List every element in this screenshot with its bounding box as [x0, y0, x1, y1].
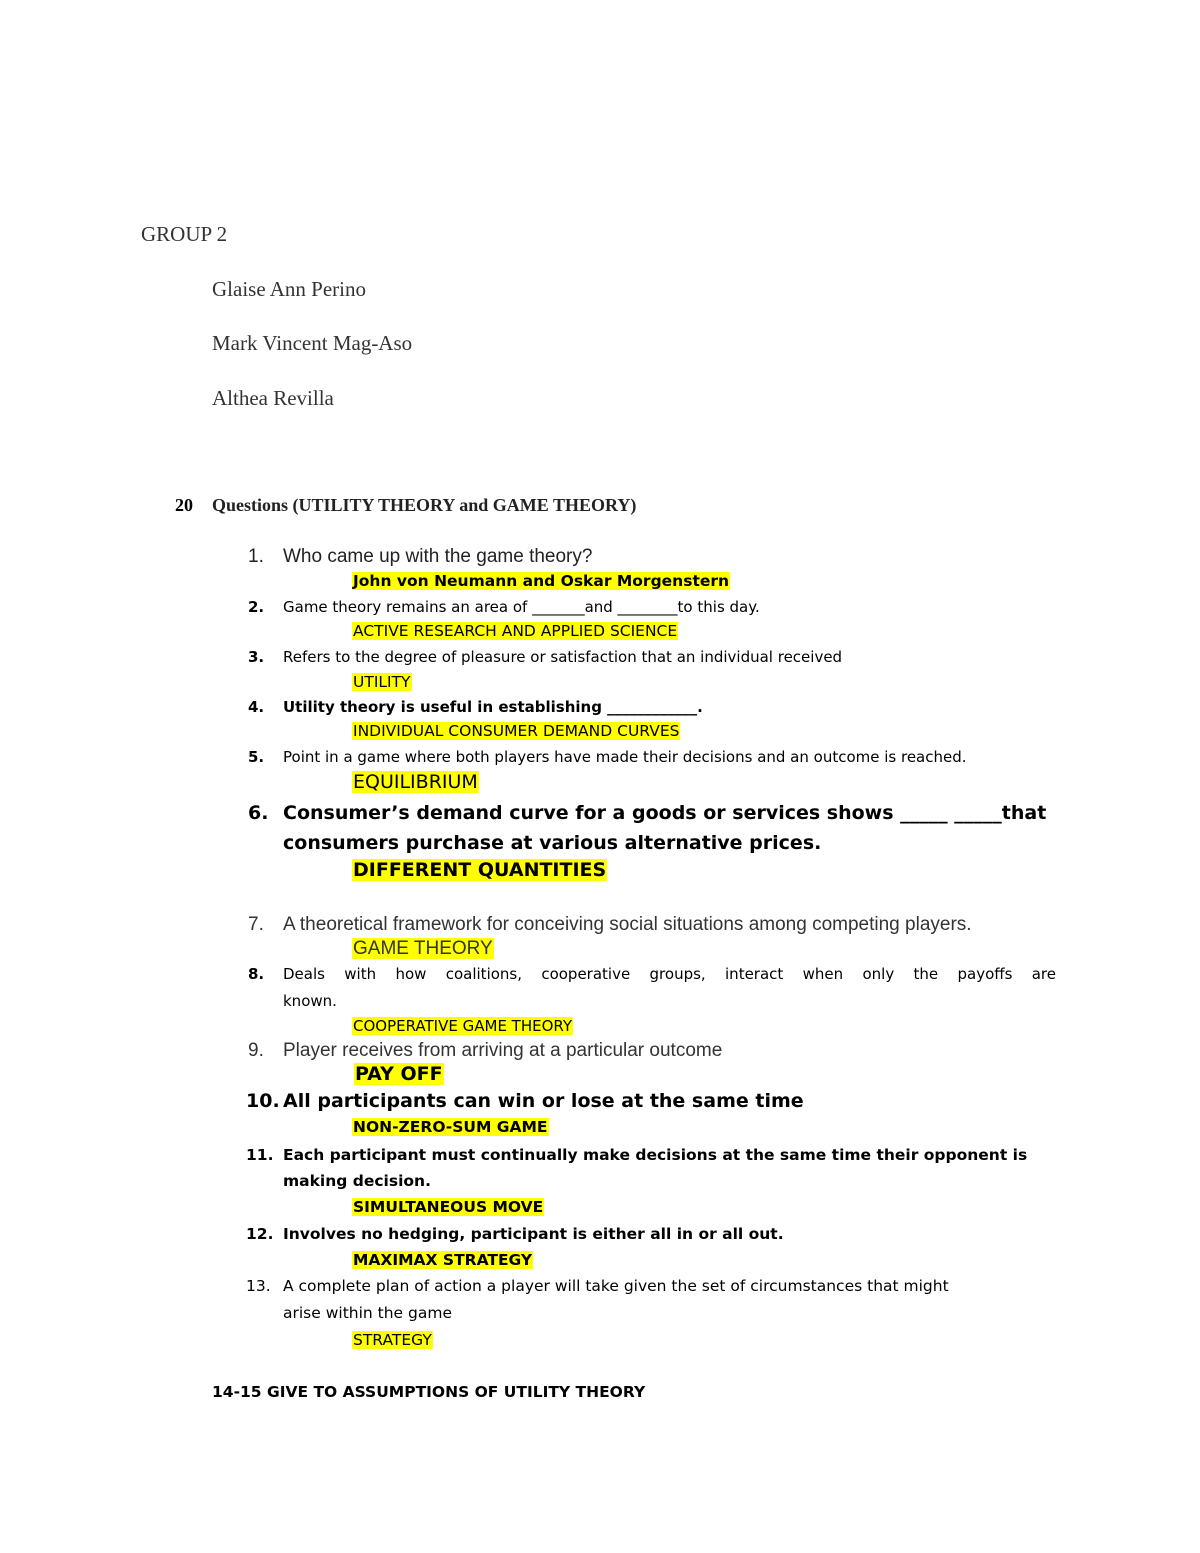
member-name: Mark Vincent Mag-Aso [212, 331, 413, 355]
question-text: A theoretical framework for conceiving social situations among competing players. [283, 914, 972, 935]
question-number: 4. [248, 698, 265, 716]
answer: SIMULTANEOUS MOVE [353, 1198, 544, 1216]
question-number: 6. [248, 802, 269, 824]
question-text: Game theory remains an area of _______and ________to this day. [283, 598, 760, 616]
question-text: Who came up with the game theory? [283, 546, 593, 567]
question-text: Consumer’s demand curve for a goods or services shows _____ _____that [283, 802, 1047, 824]
question-text-continued: arise within the game [283, 1304, 452, 1322]
answer: INDIVIDUAL CONSUMER DEMAND CURVES [353, 722, 680, 740]
answer: MAXIMAX STRATEGY [353, 1251, 533, 1269]
question-number: 8. [248, 965, 265, 983]
answer: John von Neumann and Oskar Morgenstern [353, 572, 730, 590]
question-text: Each participant must continually make decisions at the same time their opponent is [283, 1146, 1028, 1164]
question-text: Player receives from arriving at a particular outcome [283, 1040, 723, 1061]
question-number: 7. [248, 914, 264, 935]
group-label: GROUP 2 [141, 222, 228, 246]
answer: ACTIVE RESEARCH AND APPLIED SCIENCE [353, 622, 678, 640]
question-number: 11. [246, 1146, 274, 1164]
answer: NON-ZERO-SUM GAME [353, 1118, 548, 1136]
member-name: Glaise Ann Perino [212, 277, 366, 301]
question-number: 12. [246, 1225, 274, 1243]
section-title: Questions (UTILITY THEORY and GAME THEORY) [212, 495, 637, 515]
answer: UTILITY [353, 673, 411, 691]
answer: COOPERATIVE GAME THEORY [353, 1017, 573, 1035]
answer: PAY OFF [355, 1063, 443, 1085]
question-text: Involves no hedging, participant is either all in or all out. [283, 1225, 784, 1243]
question-text-continued: known. [283, 992, 337, 1010]
question-number: 13. [246, 1277, 271, 1295]
question-text: Deals with how coalitions, cooperative groups, interact when only the payoffs are [283, 965, 1056, 983]
question-text-continued: making decision. [283, 1172, 431, 1190]
question-number: 1. [248, 546, 264, 567]
question-text: Point in a game where both players have made their decisions and an outcome is reached. [283, 748, 967, 766]
answer: STRATEGY [353, 1331, 432, 1349]
question-number: 9. [248, 1040, 264, 1061]
section-number: 20 [175, 495, 193, 515]
question-text-continued: consumers purchase at various alternative prices. [283, 832, 822, 854]
question-number: 5. [248, 748, 265, 766]
answer: GAME THEORY [353, 938, 493, 959]
question-number: 2. [248, 598, 265, 616]
question-number: 10. [246, 1090, 280, 1112]
answer: EQUILIBRIUM [353, 771, 478, 793]
question-number: 3. [248, 648, 265, 666]
question-text: Utility theory is useful in establishing ____________. [283, 698, 703, 716]
answer: DIFFERENT QUANTITIES [353, 859, 607, 881]
question-text: All participants can win or lose at the same time [283, 1090, 804, 1112]
question-text: A complete plan of action a player will take given the set of circumstances that might [283, 1277, 949, 1295]
question-text: Refers to the degree of pleasure or satisfaction that an individual received [283, 648, 843, 666]
member-name: Althea Revilla [212, 386, 334, 410]
subsection-heading: 14-15 GIVE TO ASSUMPTIONS OF UTILITY THEORY [212, 1383, 646, 1401]
